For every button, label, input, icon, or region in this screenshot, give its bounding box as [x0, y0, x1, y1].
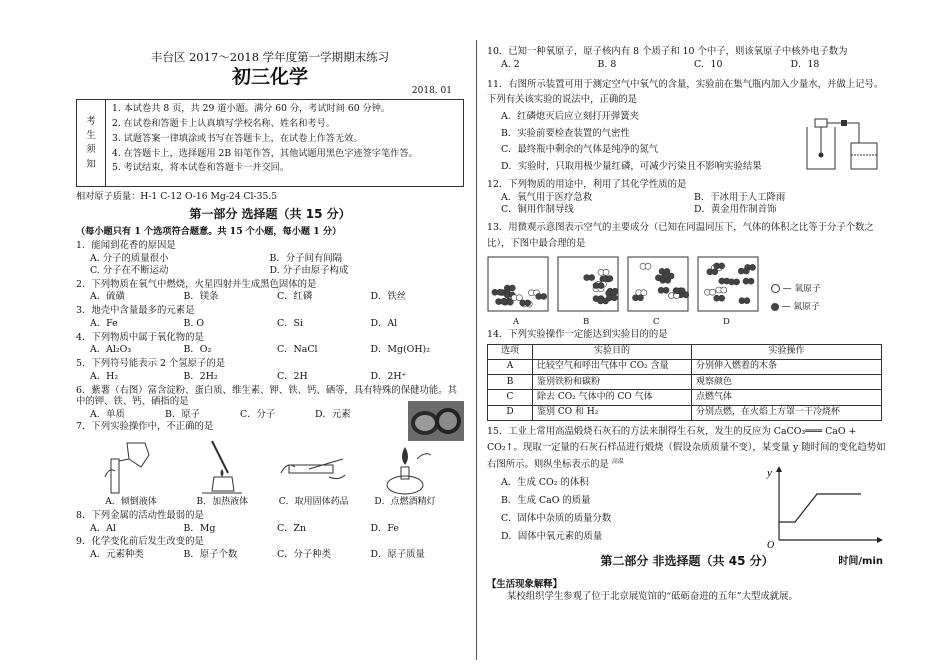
left-column: [76, 46, 464, 563]
micro-box-b: [557, 256, 619, 328]
box-border: [558, 257, 618, 311]
nitrogen-atom: [734, 279, 740, 285]
option: C．10: [694, 58, 723, 70]
apparatus-lighting-lamp: [362, 437, 448, 508]
part2-title: 第二部分 非选择题（共 45 分）: [600, 553, 774, 568]
question-stem: 2．下列物质在氧气中燃烧，火星四射并生成黑色固体的是: [76, 278, 317, 290]
box-label: A: [513, 317, 520, 328]
option: A．红磷熄灭后应立刻打开弹簧夹: [501, 111, 640, 123]
option: A．H₂: [90, 370, 119, 382]
table-cell: 除去 CO₂ 气体中的 CO 气体: [533, 390, 692, 405]
right-column: [487, 46, 887, 602]
molecule-box-c: [627, 256, 689, 312]
notice-label-char: 知: [86, 158, 96, 170]
option: A．Al: [90, 522, 116, 534]
nitrogen-atom: [712, 269, 718, 275]
nitrogen-atom: [668, 273, 674, 279]
micro-box-c: [627, 256, 689, 328]
option: A．单质: [90, 409, 125, 421]
table-row: [488, 405, 882, 420]
question-options: [76, 318, 464, 330]
option: C．铜用作制导线: [501, 203, 574, 215]
option: A. 分子的质量很小: [90, 253, 169, 265]
question-12: [487, 179, 887, 215]
notice-items: [106, 100, 424, 186]
atom-legend: [771, 280, 821, 317]
notice-item: 5. 考试结束，将本试卷和答题卡一并交回。: [112, 162, 290, 174]
question-options: [487, 59, 887, 71]
molecule-box-a: [487, 256, 549, 312]
option: B．Mg: [183, 522, 216, 534]
option: B．实验前要检查装置的气密性: [501, 127, 630, 139]
table-cell: C: [488, 390, 533, 405]
option: A．硫磺: [90, 291, 125, 303]
apparatus-taking-solid: [271, 437, 357, 508]
notice-label-char: 考: [86, 115, 96, 127]
option: D．黄金用作制首饰: [694, 203, 777, 215]
alcohol-lamp-icon: [375, 437, 435, 497]
life-text: 某校组织学生参观了位于北京展览馆的“砥砺奋进的五年”大型成就展。: [507, 590, 798, 602]
question-stem: 10．已知一种氧原子，原子核内有 8 个质子和 10 个中子，则该氧原子中核外电子数为: [487, 46, 848, 57]
nitrogen-atom: [611, 295, 617, 301]
question-stem: 9．化学变化前后发生改变的是: [76, 536, 204, 548]
graph-xlabel: 时间/min: [838, 555, 883, 567]
question-options: [76, 253, 464, 277]
option: A．倾倒液体: [105, 496, 157, 507]
option: C．分子: [240, 409, 276, 421]
micro-box-d: [697, 256, 759, 328]
option: A．元素种类: [90, 549, 144, 561]
question-stem: 14．下列实验操作一定能达到实验目的的是: [487, 328, 668, 340]
option: B．加热液体: [196, 496, 249, 507]
option: C．取用固体药品: [278, 496, 349, 507]
option: A. 2: [501, 58, 520, 70]
notice-item: 2. 在试卷和答题卡上认真填写学校名称、姓名和考号。: [112, 118, 335, 130]
notice-item: 4. 在答题卡上，选择题用 2B 铅笔作答，其他试题用黑色字迹签字笔作答。: [112, 147, 418, 159]
question-options: [487, 192, 887, 216]
question-item: [76, 332, 464, 357]
nitrogen-atom: [507, 300, 513, 306]
option: C．最终瓶中剩余的气体是纯净的氮气: [501, 144, 659, 156]
notice-item: 1. 本试卷共 8 页，共 29 道小题。满分 60 分，考试时间 60 分钟。: [112, 103, 391, 115]
oxygen-content-apparatus-image: [797, 113, 883, 173]
option: B．O₂: [183, 344, 212, 356]
notice-label-char: 生: [86, 130, 96, 142]
apparatus-pouring-liquid: [88, 437, 174, 508]
option: A．Al₂O₃: [90, 344, 132, 356]
nitrogen-atom: [638, 295, 644, 301]
question-stem: 5．下列符号能表示 2 个氢原子的是: [76, 358, 226, 370]
nitrogen-atom: [743, 269, 749, 275]
graph-ylabel: y: [767, 466, 772, 479]
notice-item: 3. 试题答案一律填涂或书写在答题卡上，在试卷上作答无效。: [112, 132, 363, 144]
nitrogen-atom: [750, 265, 756, 271]
column-divider: [476, 40, 477, 660]
oxygen-atom: [603, 270, 609, 276]
question-options: [76, 291, 464, 303]
option: D．Mg(OH)₂: [370, 344, 430, 356]
graph-origin: O: [767, 539, 775, 550]
nitrogen-atom: [744, 298, 750, 304]
table-cell: 观察颜色: [692, 375, 882, 390]
nitrogen-atom: [719, 296, 725, 302]
table-cell: 鉴别 CO 和 H₂: [533, 405, 692, 420]
nitrogen-atom-icon: [771, 303, 779, 311]
option: C．NaCl: [277, 344, 318, 356]
question-7: [76, 421, 464, 508]
question-stem: 13．用微观示意图表示空气的主要成分（已知在同温同压下，气体的体积之比等于分子个数之比），下图中最合理的是: [487, 221, 874, 249]
reaction-condition: 高温: [611, 457, 624, 465]
option: D．点燃酒精灯: [374, 496, 436, 507]
option: C．Zn: [277, 522, 307, 534]
option: D．2H⁺: [370, 370, 407, 382]
table-header-row: [488, 344, 882, 359]
table-cell: 比较空气和呼出气体中 CO₂ 含量: [533, 359, 692, 374]
option: D．铁丝: [370, 291, 407, 303]
question-13: [487, 220, 887, 328]
question-6: [76, 385, 464, 421]
molecule-box-b: [557, 256, 619, 312]
oxygen-atom: [710, 290, 716, 296]
question-10: [487, 46, 887, 71]
question-options: [76, 409, 390, 421]
option: D．原子质量: [370, 549, 425, 561]
option: B. O: [183, 317, 205, 329]
table-cell: D: [488, 405, 533, 420]
nitrogen-atom: [679, 288, 685, 294]
question-stem: 11．右图所示装置可用于测定空气中氧气的含量，实验前在集气瓶内加入少量水，并做上记号。下列有关该实验的说法中，正确的是: [487, 78, 884, 106]
table-cell: B: [488, 375, 533, 390]
table-cell: A: [488, 359, 533, 374]
question-options: [76, 523, 464, 535]
question-list-1-5: [76, 240, 464, 382]
nitrogen-atom: [589, 275, 595, 281]
option: A．Fe: [90, 317, 118, 329]
table-body: [488, 359, 882, 420]
option: C．红磷: [277, 291, 313, 303]
question-stem: 1．能闻到花香的原因是: [76, 240, 176, 252]
table-header: 实验操作: [692, 344, 882, 359]
y-vs-time-graph: [765, 464, 885, 550]
nitrogen-atom: [663, 288, 669, 294]
table-cell: 点燃气体: [692, 390, 882, 405]
purple-sweet-potato-image: [408, 401, 464, 441]
nitrogen-atom: [603, 298, 609, 304]
nitrogen-atom: [607, 276, 613, 282]
exam-title: 丰台区 2017～2018 学年度第一学期期末练习: [150, 50, 390, 64]
experiment-table: [487, 344, 882, 421]
question-item: [76, 510, 464, 535]
part1-title: 第一部分 选择题（共 15 分）: [189, 206, 351, 221]
table-row: [488, 359, 882, 374]
question-stem: 8．下列金属的活动性最弱的是: [76, 509, 204, 521]
option: B．2H₂: [183, 370, 218, 382]
option: B．原子个数: [183, 549, 238, 561]
exam-subject: 初三化学: [231, 66, 308, 89]
option: B．镁条: [183, 291, 219, 303]
legend-text: — 氮原子: [781, 302, 820, 313]
question-stem: 3．地壳中含量最多的元素是: [76, 305, 195, 317]
option: D．实验时，只取用极少量红磷，可减少污染且不影响实验结果: [501, 160, 762, 172]
table-header: 实验目的: [533, 344, 692, 359]
nitrogen-atom: [509, 286, 515, 292]
option: C．2H: [277, 370, 308, 382]
notice-label: [77, 100, 106, 186]
table-cell: 分别伸入燃着的木条: [692, 359, 882, 374]
question-stem: 12．下列物质的用途中，利用了其化学性质的是: [487, 179, 687, 191]
option: D．固体中氧元素的质量: [501, 531, 603, 542]
nitrogen-atom: [501, 299, 507, 305]
nitrogen-atom: [598, 283, 604, 289]
table-cell: 分别点燃，在火焰上方罩一干冷烧杯: [692, 405, 882, 420]
option: B. 8: [597, 58, 617, 70]
pouring-liquid-icon: [101, 437, 161, 497]
oxygen-atom: [721, 287, 727, 293]
option: A．生成 CO₂ 的体积: [501, 477, 589, 489]
candidate-notice-box: [76, 99, 464, 187]
option: C. 分子在不断运动: [90, 264, 169, 276]
apparatus-images: [88, 437, 448, 508]
legend-nitrogen: [771, 298, 821, 316]
nitrogen-atom: [525, 300, 531, 306]
question-stem: 4．下列物质中属于氧化物的是: [76, 331, 204, 343]
option: C．分子种类: [277, 549, 332, 561]
table-header: 选项: [488, 344, 533, 359]
oxygen-atom: [516, 295, 522, 301]
question-item: [76, 358, 464, 383]
option: B．干冰用于人工降雨: [694, 192, 786, 204]
option: D．Fe: [370, 522, 399, 534]
option: A．氧气用于医疗急救: [501, 192, 593, 204]
legend-oxygen: [771, 280, 821, 298]
question-item: [76, 279, 464, 304]
option: D．Al: [370, 317, 398, 329]
question-options: [76, 549, 464, 561]
table-cell: 鉴别铁粉和碳粉: [533, 375, 692, 390]
part1-instruction: （每小题只有 1 个选项符合题意。共 15 个小题，每小题 1 分）: [76, 225, 342, 237]
option: B．生成 CaO 的质量: [501, 495, 591, 507]
life-heading: 【生活现象解释】: [487, 578, 563, 590]
box-border: [628, 257, 688, 311]
question-stem: 6．紫薯（右图）富含淀粉、蛋白质、维生素、钾、铁、钙、硒等，具有特殊的保健功能。其中的钾、铁、钙、硒指的是: [76, 384, 457, 408]
notice-label-char: 须: [86, 144, 96, 156]
option: B．原子: [165, 409, 201, 421]
option: B．分子间有间隔: [269, 253, 343, 265]
oxygen-atom: [645, 264, 651, 270]
table-row: [488, 390, 882, 405]
question-11: [487, 77, 887, 176]
question-14: [487, 329, 887, 421]
question-options: [76, 371, 464, 383]
nitrogen-atom: [748, 279, 754, 285]
heating-liquid-icon: [192, 437, 252, 497]
nitrogen-atom: [719, 263, 725, 269]
box-label: B: [583, 317, 590, 328]
box-label: D: [723, 317, 730, 328]
question-item: [76, 305, 464, 330]
atomic-masses: 相对原子质量：H-1 C-12 O-16 Mg-24 Cl-35.5: [76, 191, 278, 203]
life-section: [487, 579, 887, 603]
option: C．Si: [277, 317, 303, 329]
option: D．18: [790, 58, 820, 70]
nitrogen-atom: [541, 294, 547, 300]
micro-diagrams: [487, 256, 887, 328]
question-item: [76, 240, 464, 276]
taking-solid-icon: [279, 437, 349, 497]
oxygen-atom-icon: [771, 284, 780, 293]
option: D．元素: [315, 409, 351, 421]
micro-box-a: [487, 256, 549, 328]
nitrogen-atom: [497, 290, 503, 296]
option: D. 分子由原子构成: [269, 264, 349, 276]
option: C．固体中杂质的质量分数: [501, 513, 612, 525]
box-label: C: [653, 317, 660, 328]
question-options: [76, 344, 464, 356]
table-row: [488, 375, 882, 390]
molecule-box-d: [697, 256, 759, 312]
apparatus-heating-liquid: [179, 437, 265, 508]
exam-date: 2018. 01: [411, 86, 452, 97]
question-item: [76, 536, 464, 561]
legend-text: — 氧原子: [782, 284, 821, 294]
question-stem: 7．下列实验操作中，不正确的是: [76, 420, 214, 432]
question-stem-text: 15．工业上常用高温煅烧石灰石的方法来制得生石灰，发生的反应为 CaCO₃═══ CaO + CO₂↑。现取一定量的石灰石样品进行煅烧（假设杂质质量不变），某变量 y 随时间的变化趋势如右图所示。则纵坐标表示的是: [487, 425, 886, 470]
question-list-8-9: [76, 510, 464, 561]
